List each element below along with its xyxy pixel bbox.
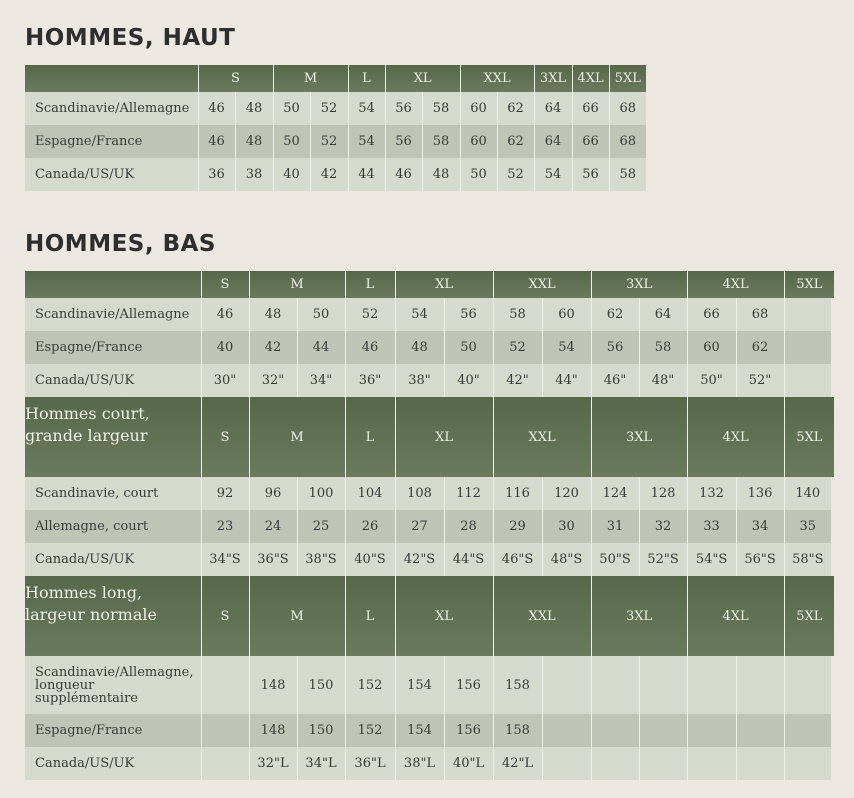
size-value: 68 — [609, 125, 646, 158]
size-value: 38"S — [297, 543, 345, 576]
size-value: 58 — [639, 331, 687, 364]
size-value: 44"S — [444, 543, 493, 576]
size-value: 36"L — [345, 747, 395, 780]
table-row — [25, 714, 834, 747]
size-value: 124 — [591, 477, 639, 510]
size-value: 50 — [273, 125, 310, 158]
bas-title: HOMMES, BAS — [25, 231, 216, 257]
size-value: 40"L — [444, 747, 493, 780]
size-value: 27 — [395, 510, 444, 543]
row-label: Allemagne, court — [25, 510, 201, 543]
size-value — [639, 714, 687, 747]
size-value — [784, 331, 831, 364]
bas-size-table — [25, 271, 834, 780]
size-value: 108 — [395, 477, 444, 510]
size-header: 4XL — [572, 65, 609, 92]
size-value: 62 — [497, 125, 534, 158]
long-heading: Hommes long, largeur normale — [25, 576, 201, 656]
size-value — [542, 747, 591, 780]
size-value: 66 — [687, 298, 736, 331]
size-value: 52 — [497, 158, 534, 191]
size-value — [784, 714, 831, 747]
table-row — [25, 331, 834, 364]
size-value: 56 — [572, 158, 609, 191]
size-value — [201, 747, 249, 780]
size-value: 58 — [422, 125, 460, 158]
size-value: 46"S — [493, 543, 542, 576]
bas-header-corner — [25, 271, 201, 298]
size-value: 46 — [201, 298, 249, 331]
size-value: 60 — [687, 331, 736, 364]
size-value: 42"L — [493, 747, 542, 780]
size-value: 150 — [297, 714, 345, 747]
size-header: M — [249, 576, 345, 656]
size-header: S — [201, 271, 249, 298]
size-value: 50 — [444, 331, 493, 364]
size-value: 34"S — [201, 543, 249, 576]
table-row — [25, 298, 834, 331]
size-value: 40" — [444, 364, 493, 397]
size-value — [736, 747, 784, 780]
size-value: 48 — [422, 158, 460, 191]
row-label: Scandinavie, court — [25, 477, 201, 510]
size-header: L — [345, 397, 395, 477]
size-value: 48 — [235, 92, 273, 125]
size-value: 104 — [345, 477, 395, 510]
size-value: 92 — [201, 477, 249, 510]
size-header: M — [273, 65, 348, 92]
size-value: 35 — [784, 510, 831, 543]
size-value: 62 — [591, 298, 639, 331]
size-value: 44 — [297, 331, 345, 364]
size-value: 42 — [249, 331, 297, 364]
size-value: 48 — [249, 298, 297, 331]
size-value: 64 — [534, 92, 572, 125]
row-label: Espagne/France — [25, 331, 201, 364]
size-header: XL — [395, 397, 493, 477]
row-label: Scandinavie/Allemagne — [25, 298, 201, 331]
size-value: 154 — [395, 656, 444, 714]
size-value: 54 — [542, 331, 591, 364]
size-value: 42" — [493, 364, 542, 397]
table-row — [25, 125, 646, 158]
size-header: XXL — [493, 397, 591, 477]
size-value — [542, 656, 591, 714]
haut-header-row — [25, 65, 646, 92]
size-value: 50 — [297, 298, 345, 331]
size-value: 56 — [591, 331, 639, 364]
size-value: 96 — [249, 477, 297, 510]
size-value — [542, 714, 591, 747]
size-header: XXL — [460, 65, 534, 92]
size-value — [687, 747, 736, 780]
size-value: 52" — [736, 364, 784, 397]
size-header: XXL — [493, 576, 591, 656]
size-value: 36"S — [249, 543, 297, 576]
size-value: 46 — [385, 158, 422, 191]
size-value: 60 — [460, 125, 497, 158]
long-header-row — [25, 576, 834, 656]
size-header: S — [201, 576, 249, 656]
size-value — [784, 364, 831, 397]
size-header: M — [249, 271, 345, 298]
size-value: 32" — [249, 364, 297, 397]
size-header: 3XL — [591, 397, 687, 477]
size-value: 68 — [736, 298, 784, 331]
size-value — [736, 714, 784, 747]
size-header: 3XL — [534, 65, 572, 92]
size-value: 34"L — [297, 747, 345, 780]
size-value: 25 — [297, 510, 345, 543]
size-value: 148 — [249, 656, 297, 714]
size-value: 46 — [345, 331, 395, 364]
table-row — [25, 656, 834, 714]
size-value — [591, 747, 639, 780]
size-header: 3XL — [591, 576, 687, 656]
size-value: 42"S — [395, 543, 444, 576]
size-value: 26 — [345, 510, 395, 543]
size-value: 158 — [493, 656, 542, 714]
row-label: Canada/US/UK — [25, 364, 201, 397]
size-value: 154 — [395, 714, 444, 747]
size-header: XL — [395, 576, 493, 656]
size-header: 4XL — [687, 397, 784, 477]
size-value: 60 — [542, 298, 591, 331]
size-value — [687, 714, 736, 747]
size-value: 64 — [534, 125, 572, 158]
size-value: 54 — [348, 92, 385, 125]
size-value: 136 — [736, 477, 784, 510]
size-value: 150 — [297, 656, 345, 714]
size-value: 156 — [444, 714, 493, 747]
size-value: 32 — [639, 510, 687, 543]
haut-size-table — [25, 65, 646, 191]
size-value: 52"S — [639, 543, 687, 576]
size-value: 100 — [297, 477, 345, 510]
size-value: 42 — [310, 158, 348, 191]
size-value: 54"S — [687, 543, 736, 576]
size-value: 56 — [385, 92, 422, 125]
size-value: 36" — [345, 364, 395, 397]
size-value: 56 — [444, 298, 493, 331]
size-value: 44" — [542, 364, 591, 397]
size-value: 48" — [639, 364, 687, 397]
size-value: 30" — [201, 364, 249, 397]
size-value: 120 — [542, 477, 591, 510]
size-value: 54 — [348, 125, 385, 158]
size-value — [639, 656, 687, 714]
size-value: 44 — [348, 158, 385, 191]
size-value: 48"S — [542, 543, 591, 576]
size-value: 52 — [310, 92, 348, 125]
size-value: 40 — [201, 331, 249, 364]
size-value: 38" — [395, 364, 444, 397]
size-value: 48 — [235, 125, 273, 158]
size-value — [639, 747, 687, 780]
size-value — [201, 656, 249, 714]
size-header: XXL — [493, 271, 591, 298]
row-label: Canada/US/UK — [25, 158, 198, 191]
court-heading: Hommes court, grande largeur — [25, 397, 201, 477]
row-label: Espagne/France — [25, 125, 198, 158]
table-row — [25, 747, 834, 780]
size-value: 38"L — [395, 747, 444, 780]
haut-title: HOMMES, HAUT — [25, 25, 236, 51]
size-value: 152 — [345, 656, 395, 714]
size-value: 31 — [591, 510, 639, 543]
size-value: 56"S — [736, 543, 784, 576]
size-header: 4XL — [687, 576, 784, 656]
size-value: 32"L — [249, 747, 297, 780]
size-value: 34 — [736, 510, 784, 543]
size-value: 58 — [609, 158, 646, 191]
size-value: 58 — [422, 92, 460, 125]
row-label: Scandinavie/Allemagne — [25, 92, 198, 125]
size-value: 34" — [297, 364, 345, 397]
size-value: 40"S — [345, 543, 395, 576]
size-header: 5XL — [784, 397, 834, 477]
size-value — [201, 714, 249, 747]
size-header: XL — [385, 65, 460, 92]
size-value: 62 — [497, 92, 534, 125]
size-value: 36 — [198, 158, 235, 191]
table-row — [25, 92, 646, 125]
table-row — [25, 510, 834, 543]
size-value — [736, 656, 784, 714]
row-label: Canada/US/UK — [25, 543, 201, 576]
size-value: 50"S — [591, 543, 639, 576]
size-value: 152 — [345, 714, 395, 747]
size-value: 54 — [534, 158, 572, 191]
size-value — [784, 747, 831, 780]
size-header: S — [198, 65, 273, 92]
size-value: 116 — [493, 477, 542, 510]
size-value — [591, 656, 639, 714]
size-value: 40 — [273, 158, 310, 191]
size-value: 58 — [493, 298, 542, 331]
size-value: 132 — [687, 477, 736, 510]
size-value: 33 — [687, 510, 736, 543]
haut-header-corner — [25, 65, 198, 92]
size-value — [784, 298, 831, 331]
size-value: 68 — [609, 92, 646, 125]
size-value: 48 — [395, 331, 444, 364]
size-value: 50 — [273, 92, 310, 125]
size-value: 60 — [460, 92, 497, 125]
size-value: 52 — [345, 298, 395, 331]
size-value: 128 — [639, 477, 687, 510]
size-value: 28 — [444, 510, 493, 543]
size-value: 112 — [444, 477, 493, 510]
row-label: Scandinavie/Allemagne, longueur supplémentaire — [25, 656, 201, 714]
size-header: L — [348, 65, 385, 92]
size-value: 158 — [493, 714, 542, 747]
size-value: 62 — [736, 331, 784, 364]
table-row — [25, 477, 834, 510]
size-header: 4XL — [687, 271, 784, 298]
row-label: Canada/US/UK — [25, 747, 201, 780]
table-row — [25, 364, 834, 397]
size-value — [784, 656, 831, 714]
size-value: 140 — [784, 477, 831, 510]
size-header: S — [201, 397, 249, 477]
size-header: 5XL — [609, 65, 646, 92]
size-header: 5XL — [784, 271, 834, 298]
size-value: 50" — [687, 364, 736, 397]
size-header: L — [345, 271, 395, 298]
size-header: XL — [395, 271, 493, 298]
size-value: 46" — [591, 364, 639, 397]
size-value — [687, 656, 736, 714]
size-value: 38 — [235, 158, 273, 191]
size-value: 66 — [572, 92, 609, 125]
size-value: 46 — [198, 125, 235, 158]
size-value: 64 — [639, 298, 687, 331]
size-value — [591, 714, 639, 747]
size-value: 66 — [572, 125, 609, 158]
size-value: 29 — [493, 510, 542, 543]
size-value: 54 — [395, 298, 444, 331]
size-value: 46 — [198, 92, 235, 125]
size-value: 52 — [493, 331, 542, 364]
size-value: 58"S — [784, 543, 831, 576]
size-value: 24 — [249, 510, 297, 543]
table-row — [25, 543, 834, 576]
bas-header-row — [25, 271, 834, 298]
size-value: 23 — [201, 510, 249, 543]
size-value: 148 — [249, 714, 297, 747]
court-header-row — [25, 397, 834, 477]
table-row — [25, 158, 646, 191]
size-header: L — [345, 576, 395, 656]
size-header: 5XL — [784, 576, 834, 656]
size-header: 3XL — [591, 271, 687, 298]
size-value: 50 — [460, 158, 497, 191]
size-value: 52 — [310, 125, 348, 158]
size-value: 56 — [385, 125, 422, 158]
size-value: 30 — [542, 510, 591, 543]
size-header: M — [249, 397, 345, 477]
row-label: Espagne/France — [25, 714, 201, 747]
size-value: 156 — [444, 656, 493, 714]
